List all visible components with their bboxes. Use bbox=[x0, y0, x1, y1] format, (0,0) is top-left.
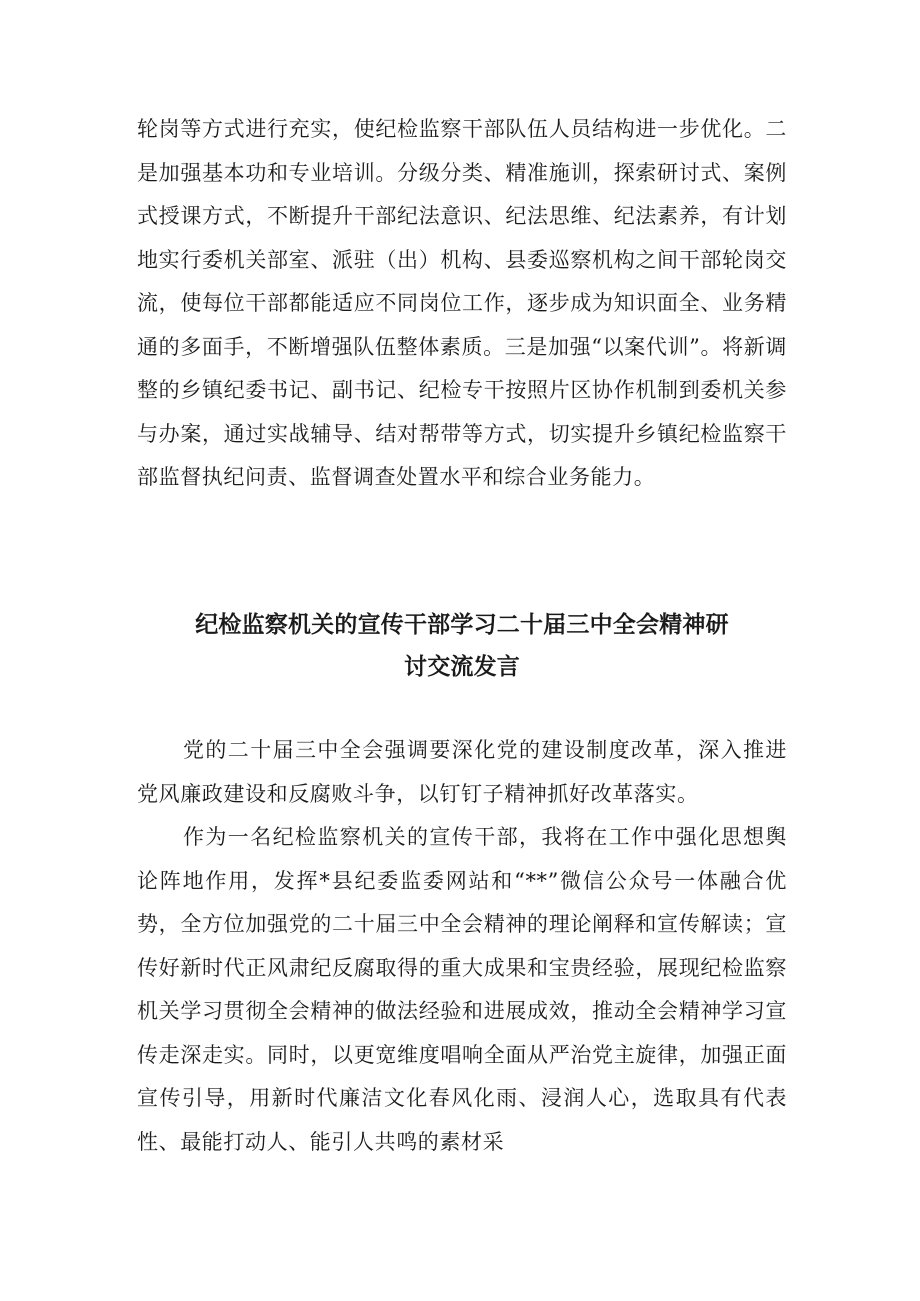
section-title-line-2: 讨交流发言 bbox=[404, 654, 520, 680]
continuation-paragraph: 轮岗等方式进行充实，使纪检监察干部队伍人员结构进一步优化。二是加强基本功和专业培训。分级分类、精准施训，探索研讨式、案例式授课方式，不断提升干部纪法意识、纪法思维、纪法素养，有计划地实行委机关部室、派驻（出）机构、县委巡察机构之间干部轮岗交流，使每位干部都能适应不同岗位工作，逐步成为知识面全、业务精通的多面手，不断增强队伍整体素质。三是加强“以案代训”。将新调整的乡镇纪委书记、副书记、纪检专干按照片区协作机制到委机关参与办案，通过实战辅导、结对帮带等方式，切实提升乡镇纪检监察干部监督执纪问责、监督调查处置水平和综合业务能力。 bbox=[137, 117, 787, 489]
section-title-line-1: 纪检监察机关的宣传干部学习二十届三中全会精神研 bbox=[195, 612, 729, 638]
paragraph-1: 党的二十届三中全会强调要深化党的建设制度改革，深入推进党风廉政建设和反腐败斗争，以钉钉子精神抓好改革落实。 bbox=[137, 738, 787, 806]
section-title bbox=[137, 604, 787, 688]
paragraph-2: 作为一名纪检监察机关的宣传干部，我将在工作中强化思想舆论阵地作用，发挥*县纪委监委网站和“**”微信公众号一体融合优势，全方位加强党的二十届三中全会精神的理论阐释和宣传解读；宣传好新时代正风肃纪反腐取得的重大成果和宝贵经验，展现纪检监察机关学习贯彻全会精神的做法经验和进展成效，推动全会精神学习宣传走深走实。同时，以更宽维度唱响全面从严治党主旋律，加强正面宣传引导，用新时代廉洁文化春风化雨、浸润人心，选取具有代表性、最能打动人、能引人共鸣的素材采 bbox=[137, 825, 787, 1154]
